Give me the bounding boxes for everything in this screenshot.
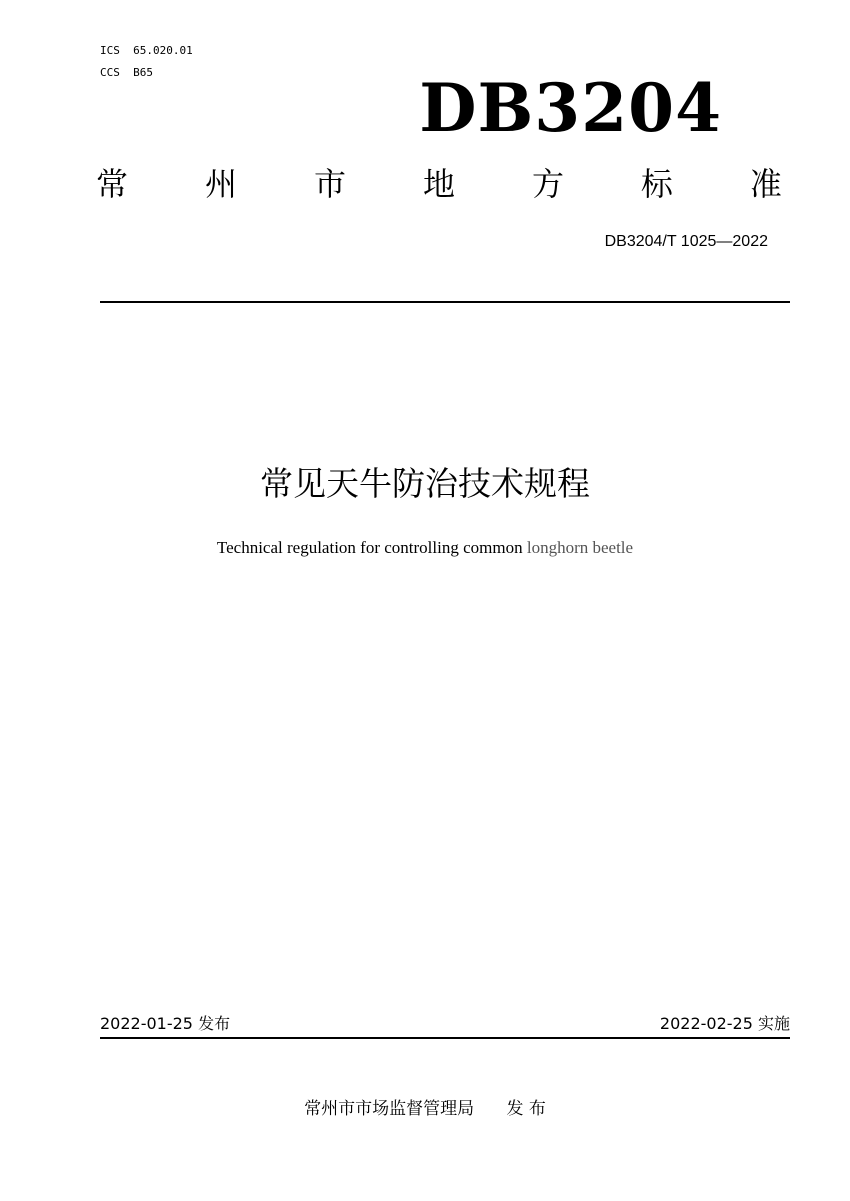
english-title-tail: longhorn beetle: [526, 538, 634, 557]
standard-code-logo: DB3204: [419, 69, 722, 147]
standard-type-char: 市: [313, 165, 346, 203]
issuer-name: 常州市市场监督管理局: [304, 1099, 475, 1119]
publish-date: 2022-01-25 发布: [100, 1014, 231, 1033]
standard-type-title: [96, 164, 782, 204]
implement-date: 2022-02-25 实施: [659, 1014, 790, 1033]
english-title-main: Technical regulation for controlling common: [216, 538, 523, 557]
footer-divider: [100, 1037, 790, 1039]
standard-type-char: 准: [749, 165, 782, 203]
ccs-code: CCS B65: [100, 66, 153, 79]
standard-type-char: 标: [640, 165, 673, 203]
document-title-english: [0, 536, 850, 560]
standard-type-char: 方: [531, 165, 564, 203]
document-title-chinese: 常见天牛防治技术规程: [260, 464, 590, 503]
standard-type-char: 常: [96, 165, 129, 203]
issuer-line: [0, 1097, 850, 1121]
ics-code: ICS 65.020.01: [100, 44, 193, 57]
standard-type-char: 州: [204, 165, 237, 203]
standard-number: DB3204/T 1025—2022: [604, 233, 768, 250]
standard-type-char: 地: [422, 165, 455, 203]
header-divider: [100, 301, 790, 303]
issuer-action: 发 布: [506, 1099, 546, 1119]
